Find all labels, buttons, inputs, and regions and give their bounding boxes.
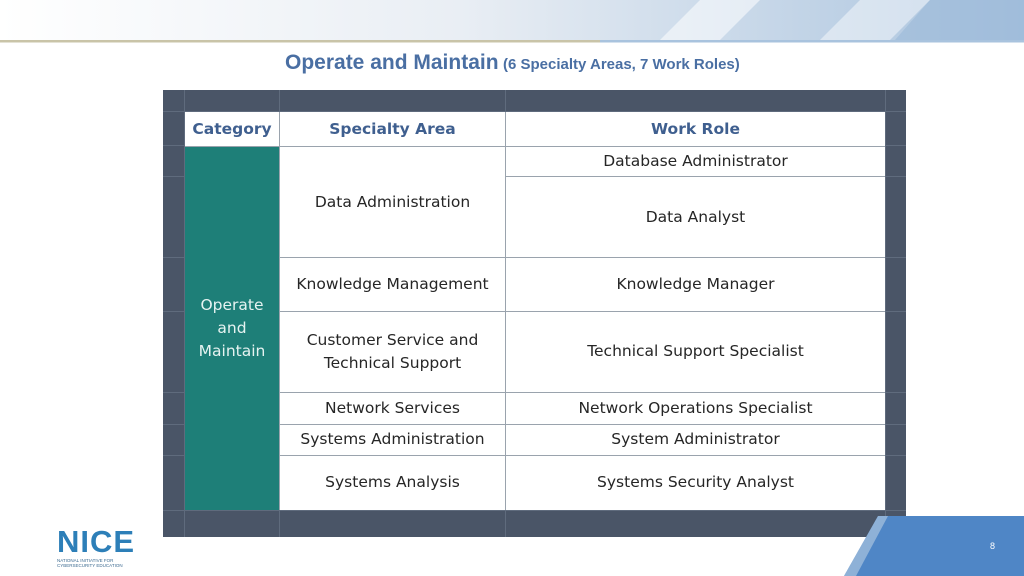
row-divider: [280, 455, 885, 456]
row-divider: [280, 311, 885, 312]
row-divider: [280, 392, 885, 393]
work-role-cell: Network Operations Specialist: [506, 392, 885, 424]
page-number: 8: [990, 541, 996, 551]
work-role-cell: Knowledge Manager: [506, 257, 885, 311]
header-specialty-area: Specialty Area: [280, 112, 505, 146]
title-main: Operate and Maintain: [285, 51, 499, 74]
header-work-role: Work Role: [506, 112, 885, 146]
logo-tagline: NATIONAL INITIATIVE FOR CYBERSECURITY EDUCATION: [57, 558, 123, 568]
row-divider: [280, 424, 885, 425]
nice-logo: [57, 524, 136, 568]
row-divider: [185, 146, 885, 147]
work-role-cell: Systems Security Analyst: [506, 455, 885, 510]
specialty-area-cell: Customer Service and Technical Support: [280, 311, 505, 392]
specialty-area-cell: Systems Analysis: [280, 455, 505, 510]
row-divider: [506, 176, 885, 177]
row-divider: [280, 257, 885, 258]
specialty-area-cell: Knowledge Management: [280, 257, 505, 311]
work-role-cell: Data Analyst: [506, 177, 885, 257]
work-role-cell: System Administrator: [506, 424, 885, 455]
header-category: Category: [185, 112, 279, 146]
work-role-cell: Database Administrator: [506, 146, 885, 176]
logo-wordmark: NICE: [57, 524, 136, 559]
work-role-cell: Technical Support Specialist: [506, 311, 885, 392]
footer-decoration: [844, 516, 1024, 576]
specialty-area-cell: Network Services: [280, 392, 505, 424]
column-divider: [505, 112, 506, 510]
slide-title: [285, 51, 740, 75]
header-banner: [0, 0, 1024, 48]
column-divider: [279, 112, 280, 510]
category-label: Operate and Maintain: [198, 295, 266, 360]
title-subtitle: (6 Specialty Areas, 7 Work Roles): [503, 56, 740, 73]
specialty-area-cell: Data Administration: [280, 146, 505, 257]
category-cell: [185, 146, 279, 510]
specialty-area-cell: Systems Administration: [280, 424, 505, 455]
